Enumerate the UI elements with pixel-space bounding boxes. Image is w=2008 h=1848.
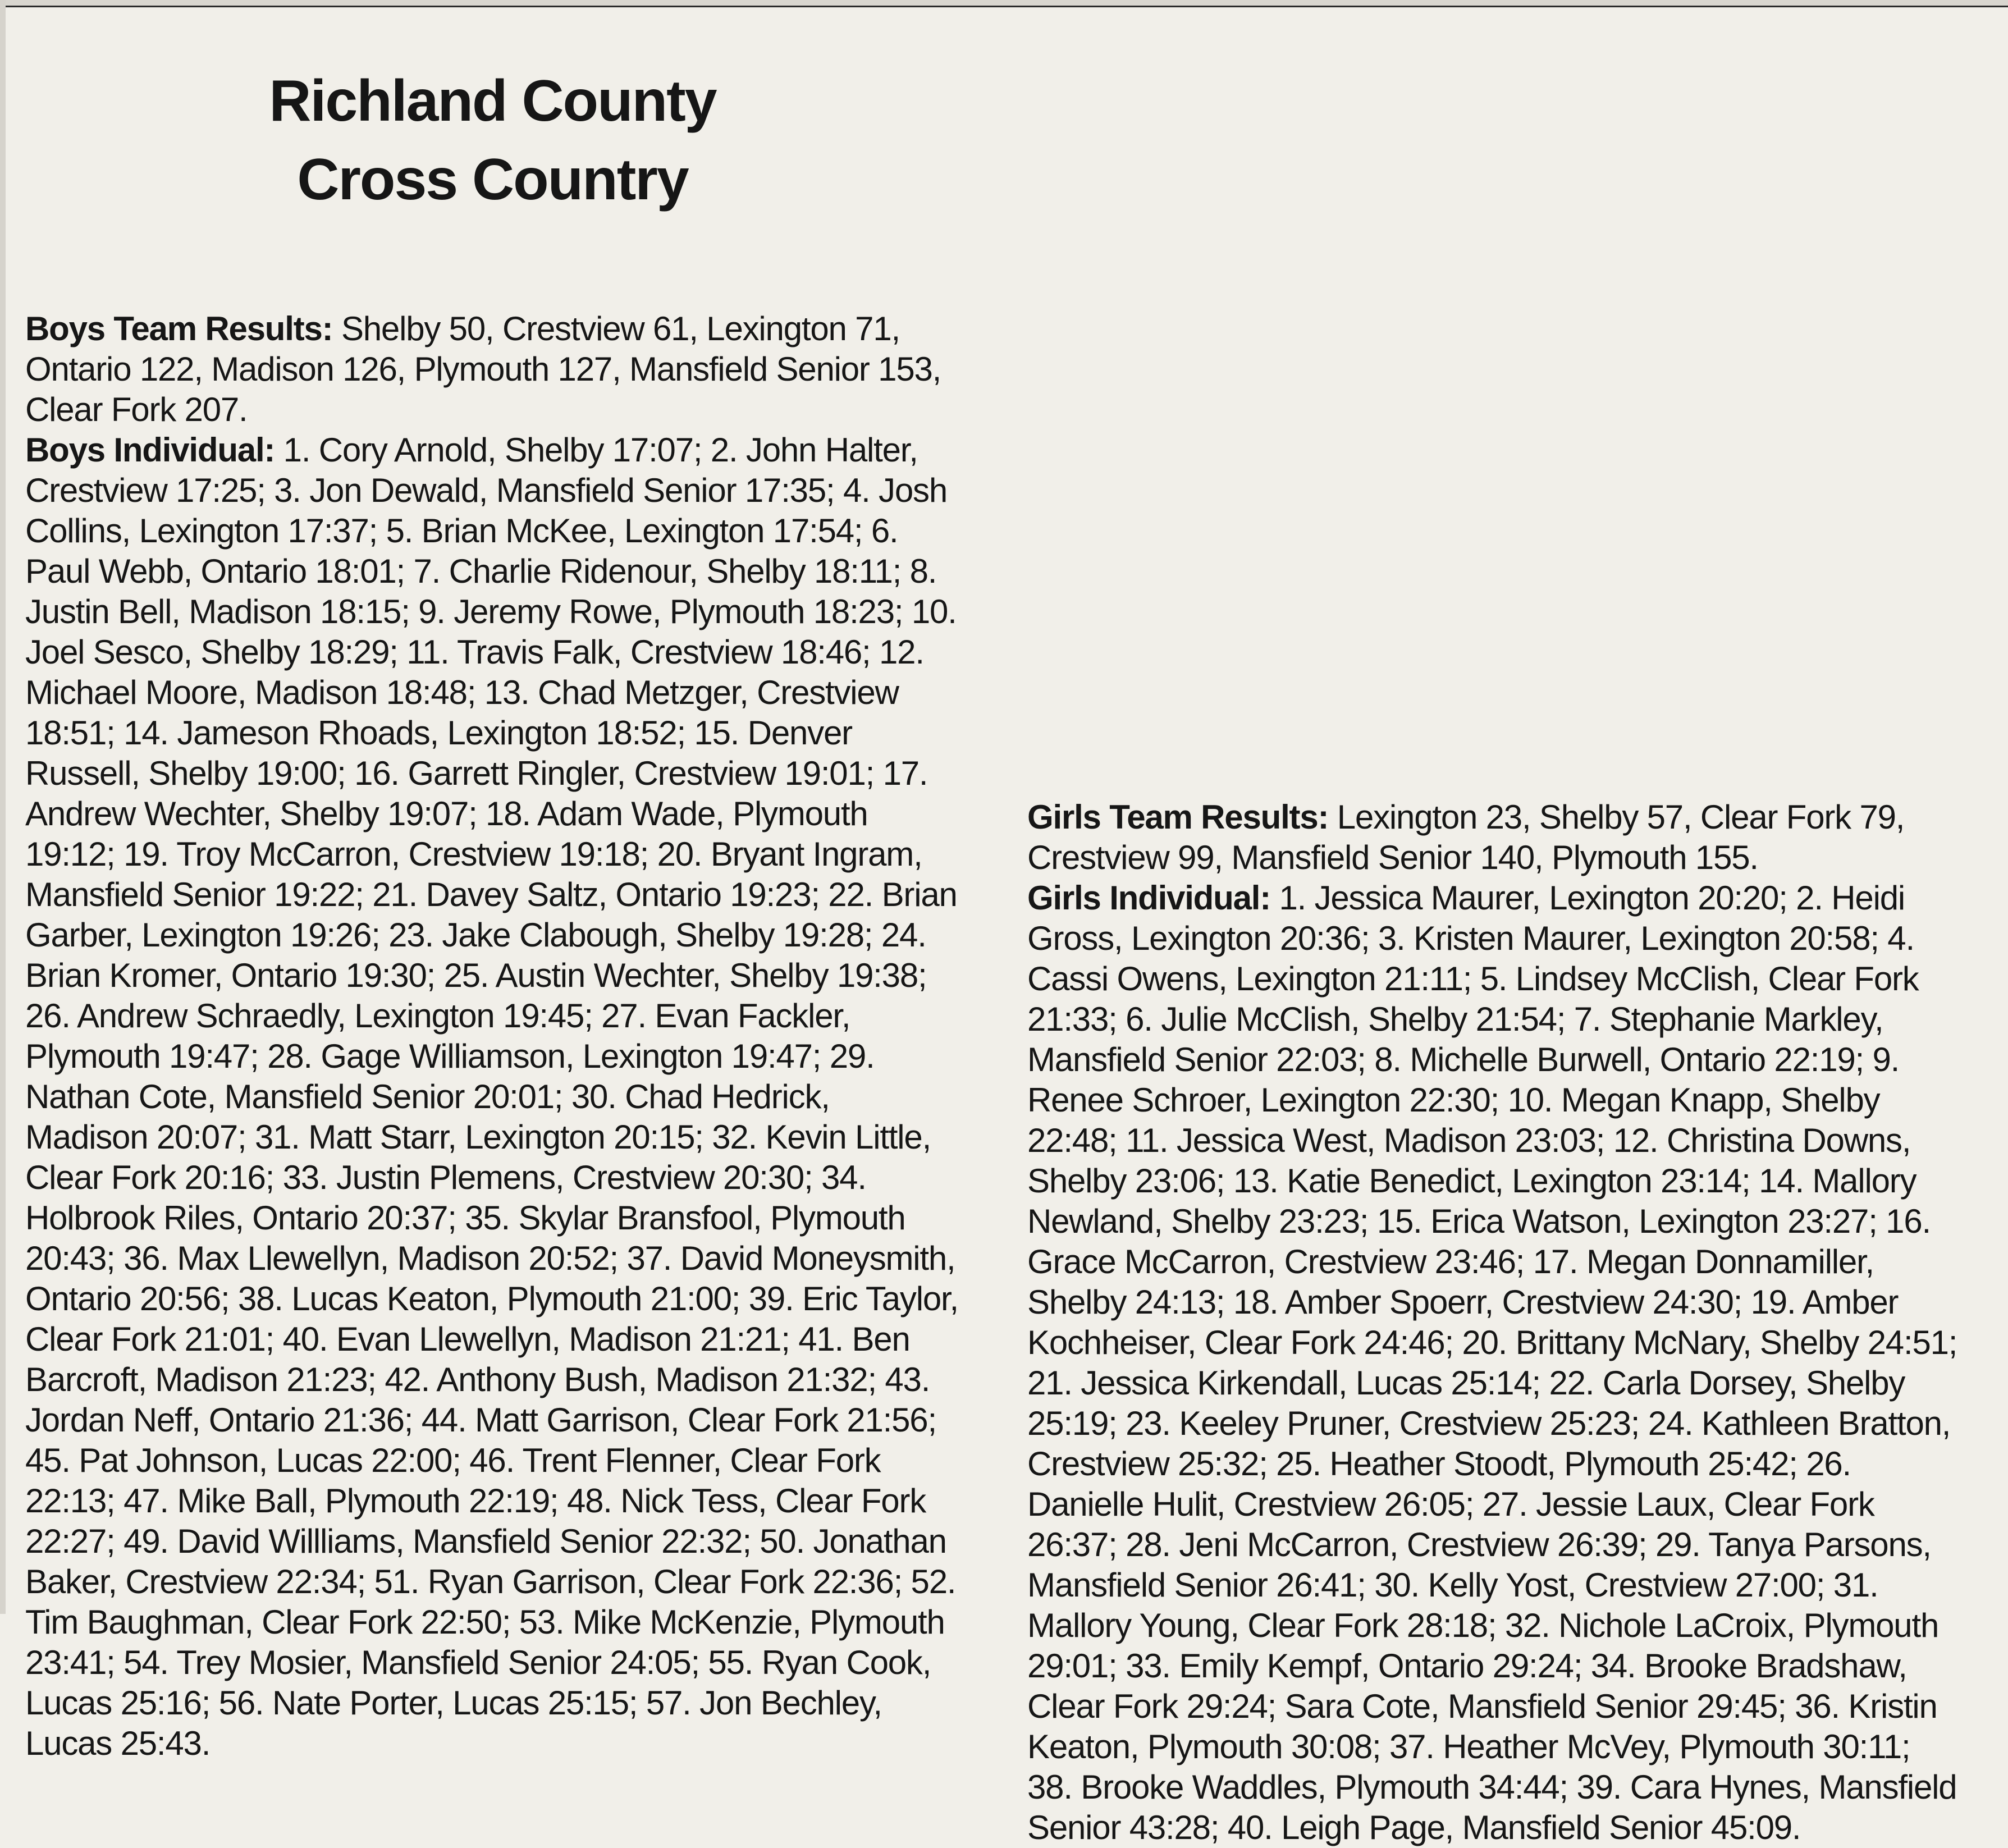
- boys-team-results: [25, 309, 960, 430]
- girls-individual-label: Girls Individual:: [1027, 879, 1270, 917]
- headline-line-2: Cross Country: [297, 147, 688, 212]
- boys-team-text: Shelby 50, Crestview 61, Lexington 71, Ontario 122, Madison 126, Plymouth 127, Mansfield Senior 153, Clear Fork 207.: [25, 310, 941, 428]
- girls-team-results: [1027, 797, 1962, 878]
- headline: [25, 62, 960, 219]
- left-column: [25, 45, 960, 1764]
- newspaper-clipping: [25, 45, 1957, 1846]
- boys-team-label: Boys Team Results:: [25, 310, 333, 347]
- boys-individual-results: [25, 430, 960, 1764]
- page-left-border: [0, 0, 6, 1614]
- girls-individual-text: 1. Jessica Maurer, Lexington 20:20; 2. Heidi Gross, Lexington 20:36; 3. Kristen Maurer, Lexington 20:58; 4. Cassi Owens, Lexington 21:11; 5. Lindsey McClish, Clear Fork 21:33; 6. Julie McClish, Shelby 21:54; 7. Stephanie Markley, Mansfield Senior 22:03; 8. Michelle Burwell, Ontario 22:19; 9. Renee Schroer, Lexington 22:30; 10. Megan Knapp, Shelby 22:48; 11. Jessica West, Madison 23:03; 12. Christina Downs, Shelby 23:06; 13. Katie Benedict, Lexington 23:14; 14. Mallory Newland, Shelby 23:23; 15. Erica Watson, Lexington 23:27; 16. Grace McCarron, Crestview 23:46; 17. Megan Donnamiller, Shelby 24:13; 18. Amber Spoerr, Crestview 24:30; 19. Amber Kochheiser, Clear Fork 24:46; 20. Brittany McNary, Shelby 24:51; 21. Jessica Kirkendall, Lucas 25:14; 22. Carla Dorsey, Shelby 25:19; 23. Keeley Pruner, Crestview 25:23; 24. Kathleen Bratton, Crestview 25:32; 25. Heather Stoodt, Plymouth 25:42; 26. Danielle Hulit, Crestview 26:05; 27. Jessie Laux, Clear Fork 26:37; 28. Jeni McCarron, Crestview 26:39; 29. Tanya Parsons, Mansfield Senior 26:41; 30. Kelly Yost, Crestview 27:00; 31. Mallory Young, Clear Fork 28:18; 32. Nichole LaCroix, Plymouth 29:01; 33. Emily Kempf, Ontario 29:24; 34. Brooke Bradshaw, Clear Fork 29:24; Sara Cote, Mansfield Senior 29:45; 36. Kristin Keaton, Plymouth 30:08; 37. Heather McVey, Plymouth 30:11; 38. Brooke Waddles, Plymouth 34:44; 39. Cara Hynes, Mansfield Senior 43:28; 40. Leigh Page, Mansfield Senior 45:09.: [1027, 879, 1957, 1846]
- boys-individual-text: 1. Cory Arnold, Shelby 17:07; 2. John Halter, Crestview 17:25; 3. Jon Dewald, Mansfield Senior 17:35; 4. Josh Collins, Lexington 17:37; 5. Brian McKee, Lexington 17:54; 6. Paul Webb, Ontario 18:01; 7. Charlie Ridenour, Shelby 18:11; 8. Justin Bell, Madison 18:15; 9. Jeremy Rowe, Plymouth 18:23; 10. Joel Sesco, Shelby 18:29; 11. Travis Falk, Crestview 18:46; 12. Michael Moore, Madison 18:48; 13. Chad Metzger, Crestview 18:51; 14. Jameson Rhoads, Lexington 18:52; 15. Denver Russell, Shelby 19:00; 16. Garrett Ringler, Crestview 19:01; 17. Andrew Wechter, Shelby 19:07; 18. Adam Wade, Plymouth 19:12; 19. Troy McCarron, Crestview 19:18; 20. Bryant Ingram, Mansfield Senior 19:22; 21. Davey Saltz, Ontario 19:23; 22. Brian Garber, Lexington 19:26; 23. Jake Clabough, Shelby 19:28; 24. Brian Kromer, Ontario 19:30; 25. Austin Wechter, Shelby 19:38; 26. Andrew Schraedly, Lexington 19:45; 27. Evan Fackler, Plymouth 19:47; 28. Gage Williamson, Lexington 19:47; 29. Nathan Cote, Mansfield Senior 20:01; 30. Chad Hedrick, Madison 20:07; 31. Matt Starr, Lexington 20:15; 32. Kevin Little, Clear Fork 20:16; 33. Justin Plemens, Crestview 20:30; 34. Holbrook Riles, Ontario 20:37; 35. Skylar Bransfool, Plymouth 20:43; 36. Max Llewellyn, Madison 20:52; 37. David Moneysmith, Ontario 20:56; 38. Lucas Keaton, Plymouth 21:00; 39. Eric Taylor, Clear Fork 21:01; 40. Evan Llewellyn, Madison 21:21; 41. Ben Barcroft, Madison 21:23; 42. Anthony Bush, Madison 21:32; 43. Jordan Neff, Ontario 21:36; 44. Matt Garrison, Clear Fork 21:56; 45. Pat Johnson, Lucas 22:00; 46. Trent Flenner, Clear Fork 22:13; 47. Mike Ball, Plymouth 22:19; 48. Nick Tess, Clear Fork 22:27; 49. David Willliams, Mansfield Senior 22:32; 50. Jonathan Baker, Crestview 22:34; 51. Ryan Garrison, Clear Fork 22:36; 52. Tim Baughman, Clear Fork 22:50; 53. Mike McKenzie, Plymouth 23:41; 54. Trey Mosier, Mansfield Senior 24:05; 55. Ryan Cook, Lucas 25:16; 56. Nate Porter, Lucas 25:15; 57. Jon Bechley, Lucas 25:43.: [25, 431, 958, 1762]
- page-top-border: [0, 0, 2008, 7]
- right-column: [1027, 73, 1962, 1848]
- girls-individual-results: [1027, 878, 1962, 1848]
- boys-individual-label: Boys Individual:: [25, 431, 275, 469]
- headline-line-1: Richland County: [269, 68, 716, 134]
- girls-team-text: Lexington 23, Shelby 57, Clear Fork 79, Crestview 99, Mansfield Senior 140, Plymouth 155.: [1027, 798, 1905, 876]
- girls-team-label: Girls Team Results:: [1027, 798, 1329, 836]
